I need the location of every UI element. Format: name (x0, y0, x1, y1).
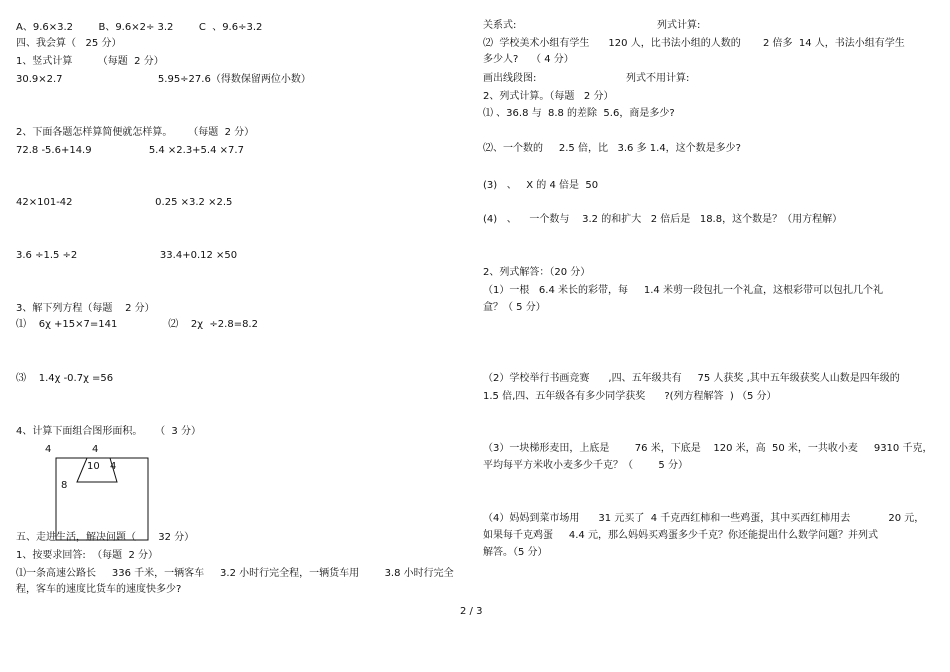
formula-calc-heading: 2、列式计算。（每题 2 分） (483, 91, 614, 102)
composite-figure (40, 443, 160, 543)
formula-question-3: (3) 、 X 的 4 倍是 50 (483, 180, 599, 191)
composite-figure-drawing (40, 443, 160, 543)
section-five-heading: 五、走进生活，解决问题（ 32 分） (16, 532, 195, 543)
answer-heading: 1、按要求回答: （每题 2 分） (16, 550, 158, 561)
section-four-heading: 四、我会算（ 25 分） (16, 38, 122, 49)
vertical-calc-problems: 30.9×2.7 5.95÷27.6（得数保留两位小数） (16, 74, 311, 85)
choice-options-line: A、9.6×3.2 B、9.6×2÷ 3.2 C 、9.6÷3.2 (16, 22, 263, 33)
relation-label: 关系式: (483, 20, 517, 31)
label-four-left: 4 (45, 444, 52, 455)
vertical-calc-heading: 1、竖式计算 （每题 2 分） (16, 56, 164, 67)
equations-row-1: ⑴ 6χ +15×7=141 ⑵ 2χ ÷2.8=8.2 (16, 319, 258, 330)
market-question-line-3: 解答。（5 分） (483, 547, 548, 558)
area-question-heading: 4、计算下面组合图形面积。 （ 3 分） (16, 426, 201, 437)
art-contest-question-line-1: （2）学校举行书画竞赛 ,四、五年级共有 75 人获奖 ,其中五年级获奖人山数是四年级的 (483, 373, 900, 384)
formula-question-1: ⑴ 、36.8 与 8.8 的差除 5.6，商是多少? (483, 108, 675, 119)
simplify-heading: 2、下面各题怎样算简便就怎样算。 （每题 2 分） (16, 127, 255, 138)
art-group-question-line-2: 多少人? （ 4 分） (483, 54, 574, 65)
wheat-field-question-line-1: （3）一块梯形麦田，上底是 76 米，下底是 120 米，高 50 米，一共收小麦 9310 千克， (483, 443, 933, 454)
rectangle-shape (56, 458, 148, 540)
formula-question-4: (4) 、 一个数与 3.2 的和扩大 2 倍后是 18.8，这个数是？（用方程解） (483, 214, 843, 225)
label-eight: 8 (61, 480, 68, 491)
formula-question-2: ⑵、一个数的 2.5 倍，比 3.6 多 1.4，这个数是多少? (483, 143, 741, 154)
art-group-question-line-1: ⑵ 学校美术小组有学生 120 人，比书法小组的人数的 2 倍多 14 人，书法小组有学生 (483, 38, 905, 49)
highway-question-line-1: ⑴一条高速公路长 336 千米，一辆客车 3.2 小时行完全程，一辆货车用 3.8 小时行完全 (16, 568, 454, 579)
line-diagram-label: 画出线段图: (483, 73, 537, 84)
page-number: 2 / 3 (460, 606, 483, 617)
formula-label: 列式计算: (657, 20, 701, 31)
ribbon-question-line-2: 盒？（ 5 分） (483, 302, 546, 313)
highway-question-line-2: 程，客车的速度比货车的速度快多少? (16, 584, 182, 595)
art-contest-question-line-2: 1.5 倍,四、五年级各有多少同学获奖 ?(列方程解答 ) （5 分） (483, 391, 777, 402)
market-question-line-1: （4）妈妈到菜市场用 31 元买了 4 千克西红柿和一些鸡蛋，其中买西红柿用去 20 元， (483, 513, 925, 524)
no-calc-label: 列式不用计算: (626, 73, 690, 84)
equations-heading: 3、解下列方程（每题 2 分） (16, 303, 155, 314)
label-four-trap: 4 (110, 461, 117, 472)
ribbon-question-line-1: （1）一根 6.4 米长的彩带，每 1.4 米剪一段包扎一个礼盒，这根彩带可以包扎几个礼 (483, 285, 883, 296)
label-four-top: 4 (92, 444, 99, 455)
simplify-problems-row-2: 42×101-42 0.25 ×3.2 ×2.5 (16, 197, 233, 208)
simplify-problems-row-3: 3.6 ÷1.5 ÷2 33.4+0.12 ×50 (16, 250, 238, 261)
word-problems-heading: 2、列式解答：（20 分） (483, 267, 591, 278)
label-ten: 10 (87, 461, 100, 472)
simplify-problems-row-1: 72.8 -5.6+14.9 5.4 ×2.3+5.4 ×7.7 (16, 145, 244, 156)
market-question-line-2: 如果每千克鸡蛋 4.4 元，那么妈妈买鸡蛋多少千克？你还能提出什么数学问题？并列式 (483, 530, 878, 541)
wheat-field-question-line-2: 平均每平方米收小麦多少千克？（ 5 分） (483, 460, 688, 471)
equations-row-2: ⑶ 1.4χ -0.7χ =56 (16, 373, 114, 384)
